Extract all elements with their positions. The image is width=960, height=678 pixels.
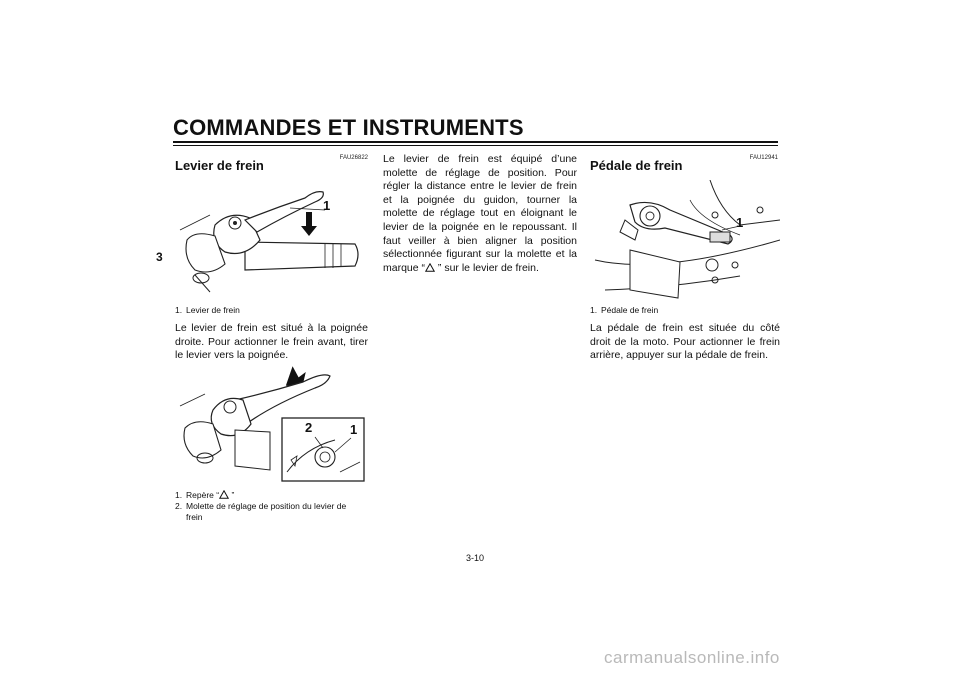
caption-text-post: ” (229, 490, 235, 500)
caption-number: 1. (590, 305, 598, 315)
figure-brake-lever (175, 180, 370, 300)
callout-2: 2 (305, 420, 313, 435)
callout-1: 1 (323, 198, 331, 213)
paragraph-text-pre: Le levier de frein est équipé d’une molette de réglage de position. Pour régler la distance entre le levier de frein et la poignée du guidon, tourner la molette de réglage tout en éloignant le levier de la poignée en le repoussant. Il faut veiller à bien aligner la position sélectionnée figurant sur la molette et la marque “ (383, 153, 577, 274)
heading-brake-lever: Levier de frein (175, 158, 264, 173)
chapter-tab: 3 (156, 250, 163, 264)
lever-adjuster-illustration (175, 362, 370, 482)
brake-lever-illustration (175, 180, 370, 300)
caption-text: Levier de frein (186, 305, 240, 315)
triangle-mark-icon (219, 490, 229, 499)
caption-brake-lever-adjuster (175, 490, 370, 523)
title-rule (173, 141, 778, 143)
triangle-mark-icon (425, 263, 435, 272)
watermark: carmanualsonline.info (604, 648, 780, 667)
figure-brake-pedal (590, 180, 780, 300)
caption-text: Molette de réglage de position du levier de frein (186, 501, 347, 522)
caption-brake-pedal (590, 305, 780, 316)
section-code-brake-lever: FAU26822 (339, 155, 368, 161)
caption-brake-lever (175, 305, 370, 316)
callout-1: 1 (736, 215, 744, 230)
callout-1: 1 (350, 422, 358, 437)
paragraph-brake-pedal: La pédale de frein est située du côté droit de la moto. Pour actionner le frein arrière, appuyer sur la pédale de frein. (590, 322, 780, 362)
page-title: COMMANDES ET INSTRUMENTS (173, 115, 524, 140)
title-rule-thin (173, 145, 778, 146)
paragraph-brake-lever: Le levier de frein est situé à la poignée droite. Pour actionner le frein avant, tirer le levier vers la poignée. (175, 322, 368, 362)
paragraph-text-post: ” sur le levier de frein. (435, 261, 539, 274)
caption-text-pre: Repère “ (186, 490, 220, 500)
caption-item-1 (175, 490, 370, 501)
caption-number: 1. (175, 490, 183, 500)
caption-number: 2. (175, 501, 183, 511)
caption-number: 1. (175, 305, 183, 315)
page-number: 3-10 (466, 553, 485, 563)
paragraph-lever-adjustment (383, 153, 577, 275)
caption-item-2 (175, 501, 370, 523)
figure-brake-lever-adjuster (175, 362, 370, 482)
section-code-brake-pedal: FAU12941 (749, 155, 778, 161)
caption-text: Pédale de frein (601, 305, 659, 315)
heading-brake-pedal: Pédale de frein (590, 158, 683, 173)
brake-pedal-illustration (590, 180, 780, 300)
